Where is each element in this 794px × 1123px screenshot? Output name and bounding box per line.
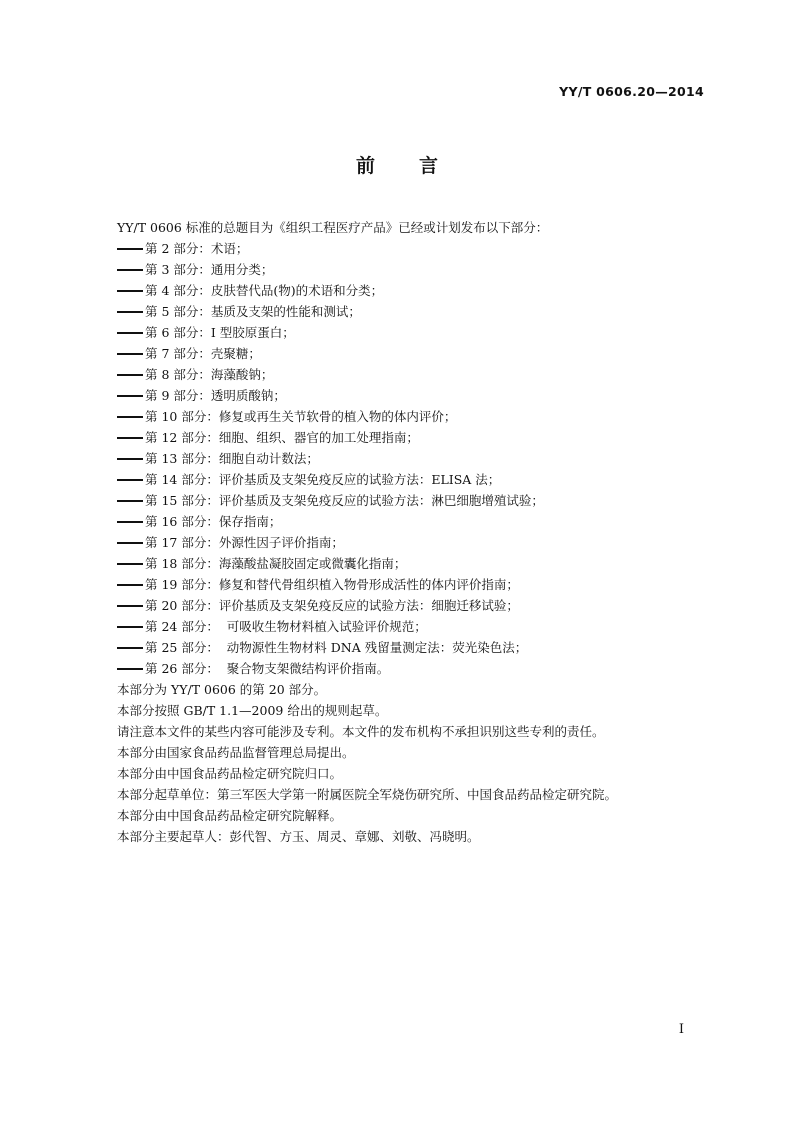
part-list-item: 第 12 部分：细胞、组织、器官的加工处理指南； [117,427,697,448]
foreword-body [117,217,697,847]
intro-line: YY/T 0606 标准的总题目为《组织工程医疗产品》已经或计划发布以下部分： [117,220,549,235]
title-char-2: 言 [419,155,439,177]
em-dash [117,248,143,250]
em-dash [117,521,143,523]
em-dash [117,584,143,586]
em-dash [117,563,143,565]
part-list-item: 第 19 部分：修复和替代骨组织植入物骨形成活性的体内评价指南； [117,574,697,595]
part-list-item: 第 26 部分： 聚合物支架微结构评价指南。 [117,658,697,679]
em-dash [117,290,143,292]
part-list-item: 第 16 部分：保存指南； [117,511,697,532]
statement-line: 本部分由中国食品药品检定研究院归口。 [117,766,343,781]
part-list-item: 第 20 部分：评价基质及支架免疫反应的试验方法：细胞迁移试验； [117,595,697,616]
part-list-item: 第 15 部分：评价基质及支架免疫反应的试验方法：淋巴细胞增殖试验； [117,490,697,511]
part-list-item: 第 14 部分：评价基质及支架免疫反应的试验方法：ELISA 法； [117,469,697,490]
em-dash [117,605,143,607]
em-dash [117,647,143,649]
em-dash [117,395,143,397]
standard-number: YY/T 0606.20—2014 [559,84,704,99]
part-list-item: 第 25 部分： 动物源性生物材料 DNA 残留量测定法：荧光染色法； [117,637,697,658]
em-dash [117,311,143,313]
part-list-item: 第 4 部分：皮肤替代品(物)的术语和分类； [117,280,697,301]
statement-line: 本部分按照 GB/T 1.1—2009 给出的规则起草。 [117,703,388,718]
em-dash [117,626,143,628]
part-list-item: 第 3 部分：通用分类； [117,259,697,280]
statement-line: 本部分为 YY/T 0606 的第 20 部分。 [117,682,327,697]
part-list-item: 第 18 部分：海藻酸盐凝胶固定或微囊化指南； [117,553,697,574]
part-list-item: 第 24 部分： 可吸收生物材料植入试验评价规范； [117,616,697,637]
statement-line: 本部分主要起草人：彭代智、方玉、周灵、章娜、刘敬、冯晓明。 [117,829,480,844]
em-dash [117,374,143,376]
title-char-1: 前 [355,155,375,177]
part-list-item: 第 2 部分：术语； [117,238,697,259]
em-dash [117,668,143,670]
em-dash [117,269,143,271]
part-list-item: 第 7 部分：壳聚糖； [117,343,697,364]
em-dash [117,437,143,439]
em-dash [117,542,143,544]
em-dash [117,458,143,460]
statement-line: 本部分起草单位：第三军医大学第一附属医院全军烧伤研究所、中国食品药品检定研究院。 [117,787,618,802]
part-list-item: 第 6 部分：I 型胶原蛋白； [117,322,697,343]
part-list-item: 第 17 部分：外源性因子评价指南； [117,532,697,553]
page-title [0,151,794,178]
statement-line: 本部分由国家食品药品监督管理总局提出。 [117,745,355,760]
part-list-item: 第 8 部分：海藻酸钠； [117,364,697,385]
em-dash [117,479,143,481]
part-list-item: 第 9 部分：透明质酸钠； [117,385,697,406]
em-dash [117,353,143,355]
part-list-item: 第 13 部分：细胞自动计数法； [117,448,697,469]
em-dash [117,500,143,502]
part-list-item: 第 10 部分：修复或再生关节软骨的植入物的体内评价； [117,406,697,427]
em-dash [117,416,143,418]
page-number: I [678,1022,684,1037]
statement-line: 请注意本文件的某些内容可能涉及专利。本文件的发布机构不承担识别这些专利的责任。 [117,724,605,739]
em-dash [117,332,143,334]
statement-line: 本部分由中国食品药品检定研究院解释。 [117,808,343,823]
part-list-item: 第 5 部分：基质及支架的性能和测试； [117,301,697,322]
